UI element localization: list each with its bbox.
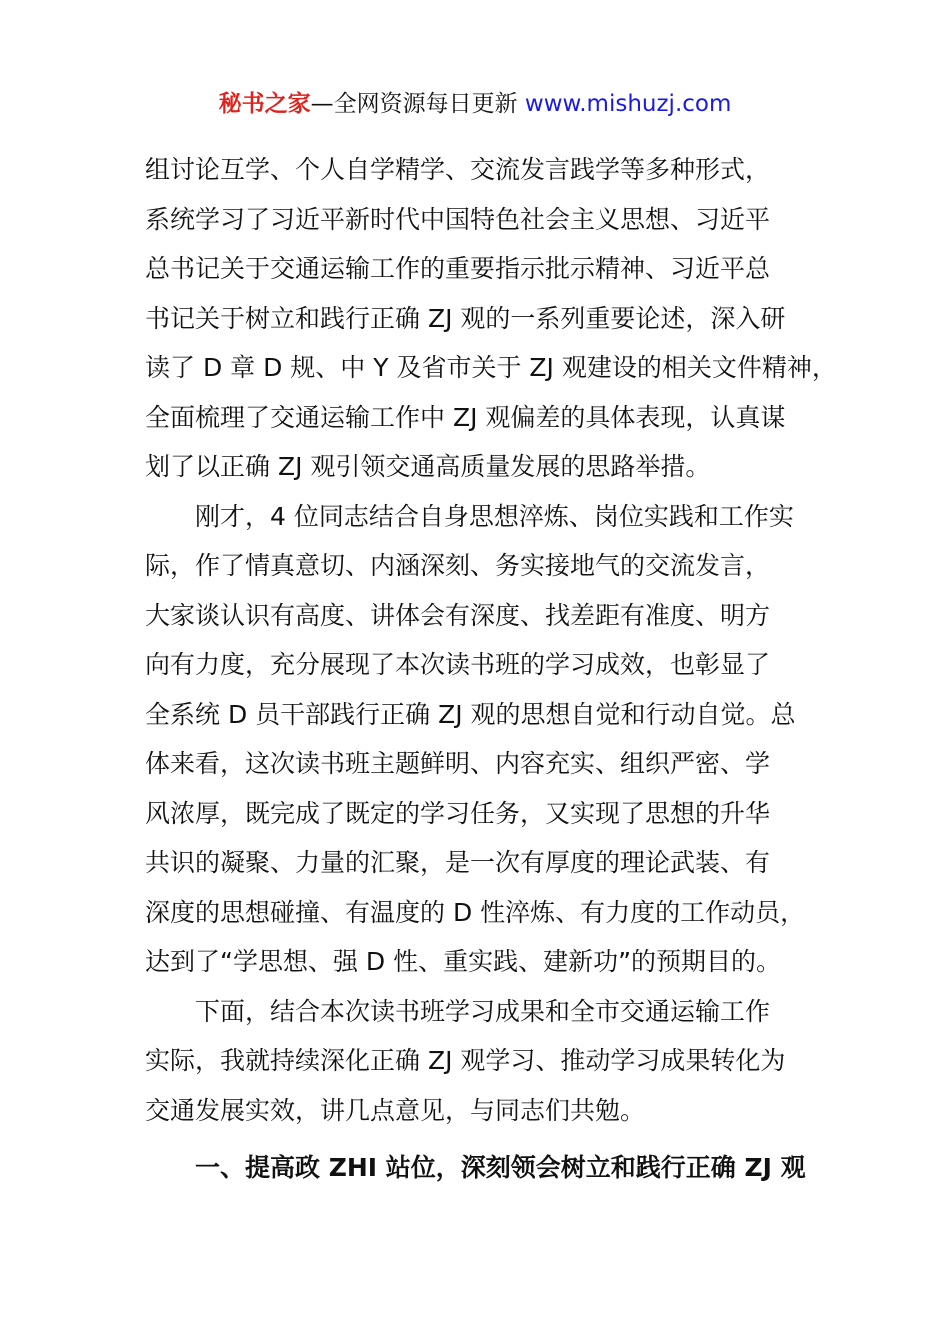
paragraph-start-line: 刚才，4 位同志结合自身思想淬炼、岗位实践和工作实 bbox=[195, 501, 794, 531]
text-line: 际，作了情真意切、内涵深刻、务实接地气的交流发言， bbox=[145, 551, 771, 580]
text-line: 组讨论互学、个人自学精学、交流发言践学等多种形式， bbox=[145, 155, 771, 184]
text-line: 系统学习了习近平新时代中国特色社会主义思想、习近平 bbox=[145, 204, 771, 234]
header-tagline: —全网资源每日更新 bbox=[310, 91, 525, 117]
text-line: 全面梳理了交通运输工作中 ZJ 观偏差的具体表现，认真谋 bbox=[145, 402, 786, 432]
text-line: 大家谈认识有高度、讲体会有深度、找差距有准度、明方 bbox=[145, 600, 771, 630]
text-line: 书记关于树立和践行正确 ZJ 观的一系列重要论述，深入研 bbox=[145, 303, 786, 333]
text-line: 深度的思想碰撞、有温度的 D 性淬炼、有力度的工作动员， bbox=[145, 897, 806, 927]
text-line: 总书记关于交通运输工作的重要指示批示精神、习近平总 bbox=[145, 254, 771, 283]
text-line: 达到了“学思想、强 D 性、重实践、建新功”的预期目的。 bbox=[145, 947, 782, 976]
text-line: 共识的凝聚、力量的汇聚，是一次有厚度的理论武装、有 bbox=[145, 848, 771, 877]
text-line: 划了以正确 ZJ 观引领交通高质量发展的思路举措。 bbox=[145, 452, 711, 481]
document-body bbox=[145, 145, 837, 1193]
text-line: 实际，我就持续深化正确 ZJ 观学习、推动学习成果转化为 bbox=[145, 1046, 786, 1075]
page-header bbox=[0, 86, 950, 122]
text-line: 读了 D 章 D 规、中 Y 及省市关于 ZJ 观建设的相关文件精神， bbox=[145, 353, 837, 382]
paragraph-start-line: 下面，结合本次读书班学习成果和全市交通运输工作 bbox=[195, 996, 771, 1026]
text-line: 向有力度，充分展现了本次读书班的学习成效，也彰显了 bbox=[145, 650, 771, 679]
brand-name: 秘书之家 bbox=[218, 91, 311, 117]
header-url-link[interactable]: www.mishuzj.com bbox=[524, 91, 732, 117]
text-line: 风浓厚，既完成了既定的学习任务，又实现了思想的升华 bbox=[145, 798, 771, 828]
section-heading: 一、提高政 ZHI 站位，深刻领会树立和践行正确 ZJ 观 bbox=[195, 1153, 806, 1182]
text-line: 全系统 D 员干部践行正确 ZJ 观的思想自觉和行动自觉。总 bbox=[145, 699, 796, 729]
text-line: 体来看，这次读书班主题鲜明、内容充实、组织严密、学 bbox=[145, 749, 771, 778]
text-line: 交通发展实效，讲几点意见，与同志们共勉。 bbox=[145, 1095, 646, 1125]
